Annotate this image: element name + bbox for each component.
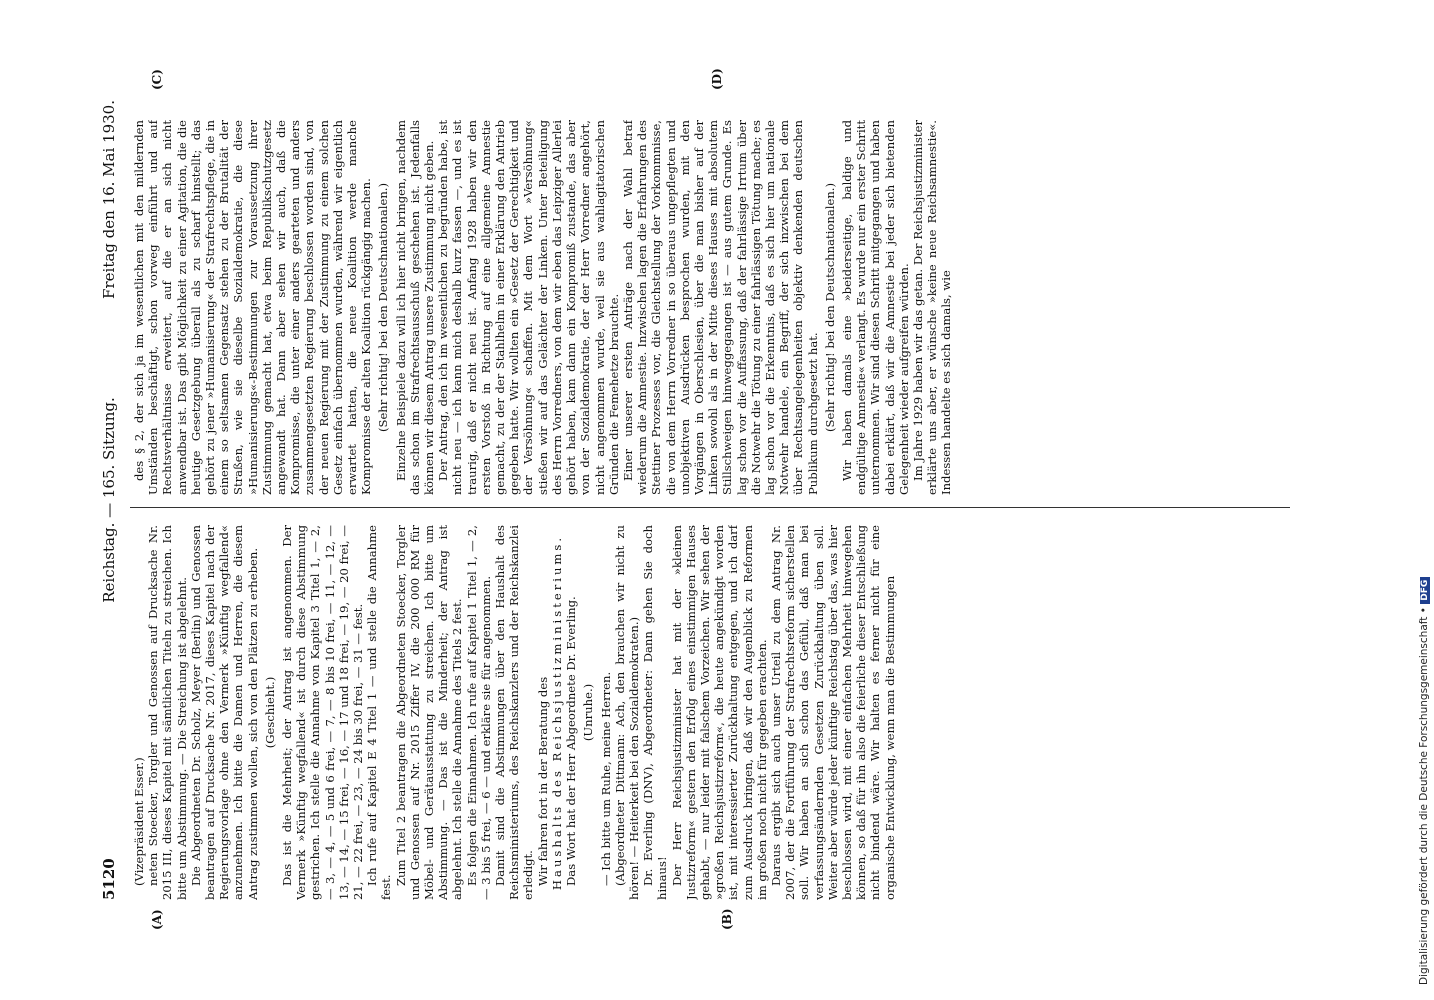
credit-text: Digitalisierung gefördert durch die Deutsche Forschungsgemeinschaft	[1418, 616, 1430, 985]
digitization-credit: Digitalisierung gefördert durch die Deutsche Forschungsgemeinschaft • DFG	[1418, 0, 1434, 985]
paragraph: Der Herr Reichsjustizminister hat mit der »kleinen Justizreform« gestern den Erfolg eines einstimmigen Hauses gehabt, — nur leider mit falschem Vorzeichen. Wir sehen der »großen Reichsjustizreform«, die heute angekündigt worden ist, mit interessierter Zurückhaltung entgegen, und ich darf zum Ausdruck bringen, daß wir den Augenblick zu Reformen im großen noch nicht für gegeben erachten.	[669, 525, 769, 900]
column-divider	[130, 507, 1290, 508]
paragraph: Damit sind die Abstimmungen über den Haushalt des Reichsministeriums, des Reichskanzlers und der Reichskanzlei erledigt.	[493, 525, 536, 900]
paragraph: Es folgen die Einnahmen. Ich rufe auf Kapitel 1 Titel 1, — 2, — 3 bis 5 frei, — 6 — und erkläre sie für angenommen.	[464, 525, 493, 900]
paragraph: neten Stoecker, Torgler und Genossen auf Drucksache Nr. 2015 III, dieses Kapitel mit sämtlichen Titeln zu streichen. Ich bitte um Abstimmung. — Die Streichung ist abgelehnt.	[146, 525, 189, 900]
paragraph: Daraus ergibt sich auch unser Urteil zu dem Antrag Nr. 2007, der die Fortführung der Strafrechtsreform sicherstellen soll. Wir haben an sich schon das Gefühl, daß man bei verfassungsändernden Gesetzen Zurückhaltung üben soll. Weiter aber würde jeder künftige Reichstag über das, was hier beschlossen wird, mit einer einfachen Mehrheit hinwegehen können, so daß für ihn also die feierliche dieser Entschließung nicht bindend wäre. Wir halten es ferner nicht für eine organische Entwicklung, wenn man die Bestimmungen	[768, 525, 897, 900]
paragraph: Dr. Everling (DNV), Abgeordneter: Dann gehen Sie doch hinaus!	[641, 525, 670, 900]
paragraph: Der Antrag, den ich im wesentlichen zu begründen habe, ist nicht neu — ich kann mich deshalb kurz fassen —, und es ist traurig, daß er nicht neu ist. Anfang 1928 haben wir den ersten Vorstoß in Richtung auf eine allgemeine Amnestie gemacht, zu der der Stahlhelm in einer Erklärung den Antrieb gegeben hatte. Wir wollten ein »Gesetz der Gerechtigkeit und der Versöhnung« schaffen. Mit dem Wort »Versöhnung« stießen wir auf das Gelächter der Linken. Unter Beteiligung des Herrn Vorredners, von dem wir eben das Leipziger Allerlei gehört haben, kam dann ein Kompromiß zustande, das aber von der Sozialdemokratie, der der Herr Vorredner angehört, nicht angenommen wurde, weil sie aus wahlagitatorischen Gründen die Femehetze brauchte.	[436, 120, 621, 495]
right-column	[132, 120, 1292, 495]
paragraph: Das Wort hat der Herr Abgeordnete Dr. Everling.	[564, 596, 579, 886]
paragraph: — Ich bitte um Ruhe, meine Herren.	[598, 671, 613, 886]
paragraph: Die Abgeordneten Dr. Scholz, Meyer (Berlin) und Genossen beantragen auf Drucksache Nr. 2017, dieses Kapitel nach der Regierungsvorlage ohne den Vermerk »Künftig wegfallend« anzunehmen. Ich bitte die Damen und Herren, die diesem Antrag zustimmen wollen, sich von den Plätzen zu erheben.	[188, 525, 260, 900]
paragraph: (Sehr richtig! bei den Deutschnationalen.)	[822, 182, 837, 433]
paragraph: Zum Titel 2 beantragen die Abgeordneten Stoecker, Torgler und Genossen auf Nr. 2015 Ziffer IV, die 200 000 RM für Möbel- und Gerätausstattung zu streichen. Ich bitte um Abstimmung. — Das ist die Minderheit; der Antrag ist abgelehnt. Ich stelle die Annahme des Titels 2 fest.	[393, 525, 465, 900]
paragraph: (Sehr richtig! bei den Deutschnationalen.)	[376, 182, 391, 433]
page-header	[100, 100, 122, 900]
paragraph: Wir haben damals eine »beiderseitige, baldige und endgültige Amnestie« verlangt. Es wurde nur ein erster Schritt unternommen. Wir sind diesen Schritt mitgegangen und haben dabei erklärt, daß wir die Amnestie bei jeder sich bietenden Gelegenheit wieder aufgreifen würden.	[839, 120, 911, 495]
rotated-text-block	[100, 68, 1300, 930]
dfg-badge: DFG	[1420, 577, 1430, 604]
paragraph: Das ist die Mehrheit; der Antrag ist angenommen. Der Vermerk »Künftig wegfallend« ist durch diese Abstimmung gestrichen. Ich stelle die Annahme von Kapitel 3 Titel 1, — 2, — 3, — 4, — 5 und 6 frei, — 7, — 8 bis 10 frei, — 11, — 12, — 13, — 14, — 15 frei, — 16, — 17 und 18 frei, — 19, — 20 frei, — 21, — 22 frei, — 23, — 24 bis 30 frei, — 31 — fest.	[280, 525, 366, 900]
margin-mark-c: (C)	[150, 69, 164, 90]
paragraph: Im Jahre 1929 haben wir das getan. Der Reichsjustizminister erklärte uns aber, er wünsche »keine neue Reichsamnestie«. Indessen handelte es sich damals, wie	[910, 120, 954, 495]
paragraph: (Abgeordneter Dittmann: Ach, den brauchen wir nicht zu hören! — Heiterkeit bei den Sozialdemokraten.)	[612, 525, 641, 900]
left-column	[132, 525, 1292, 900]
session-date: Freitag den 16. Mai 1930.	[100, 100, 118, 299]
paragraph: Ich rufe auf Kapitel E 4 Titel 1 — und stelle die Annahme fest.	[365, 525, 394, 900]
margin-mark-d: (D)	[710, 68, 724, 90]
paragraph: Wir fahren fort in der Beratung des	[535, 676, 550, 886]
margin-mark-b: (B)	[720, 908, 734, 930]
page-number: 5120	[100, 858, 118, 900]
paragraph: Einer unserer ersten Anträge nach der Wahl betraf wiederum die Amnestie. Inzwischen lagen die Erfahrungen des Stettiner Prozesses vor, die Gleichstellung der Vorkommnisse, die von dem Herrn Vorredner in so überaus ungepflegten und unobjektiven Ausdrücken besprochen wurden, mit den Vorgängen in Oberschlesien, über die man bisher auf der Linken sowohl als in der Mitte dieses Hauses mit absolutem Stillschweigen hinweggegangen ist — aus gutem Grunde. Es lag schon vor die Auffassung, daß der fahrlässige Irrtum über die Notwehr die Tötung zu einer fahrlässigen Tötung mache; es lag schon vor die Erkenntnis, daß es sich hier um nationale Notwehr handele, ein Begriff, der sich inzwischen bei dem über Rechtsangelegenheiten objektiv denkenden deutschen Publikum durchgesetzt hat.	[620, 120, 820, 495]
paragraph: (Geschieht.)	[262, 676, 277, 749]
paragraph: (Unruhe.)	[581, 683, 596, 742]
paragraph: (Vizepräsident Esser.)	[132, 757, 146, 886]
paragraph: des § 2, der sich ja im wesentlichen mit den mildernden Umständen beschäftigt, schon vorweg einführt und auf Rechtsverhältnisse erweitert, auf die er an sich nicht anwendbar ist. Das gibt Möglichkeit zu einer Agitation, die die heutige Gesetzgebung überall als zu scharf hinstellt; das gehört zu jener »Humanisierung« der Strafrechtspflege, die in einem so seltsamen Gegensatz stehen zu der Brutalität der Straßen, wie sie dieselbe Sozialdemokratie, die diese »Humanisierungs«-Bestimmungen zur Voraussetzung ihrer Zustimmung gemacht hat, etwa beim Republikschutzgesetz angewandt hat. Dann aber sehen wir auch, daß die Kompromisse, die unter einer anders gearteten und anders zusammengesetzten Regierung beschlossen worden sind, von der neuen Regierung mit der Zustimmung zu einem solchen Gesetz einfach übernommen wurden, während wir eigentlich erwartet hatten, die neue Koalition werde manche Kompromisse der alten Koalition rückgängig machen.	[132, 120, 374, 495]
paragraph: Haushalts des Reichsjustizministeriums.	[549, 534, 564, 891]
session-title: Reichstag. — 165. Sitzung.	[100, 397, 118, 603]
margin-mark-a: (A)	[150, 909, 164, 930]
paragraph: Einzelne Beispiele dazu will ich hier nicht bringen, nachdem das schon im Strafrechtsausschuß geschehen ist. Jedenfalls können wir diesem Antrag unsere Zustimmung nicht geben.	[393, 120, 437, 495]
